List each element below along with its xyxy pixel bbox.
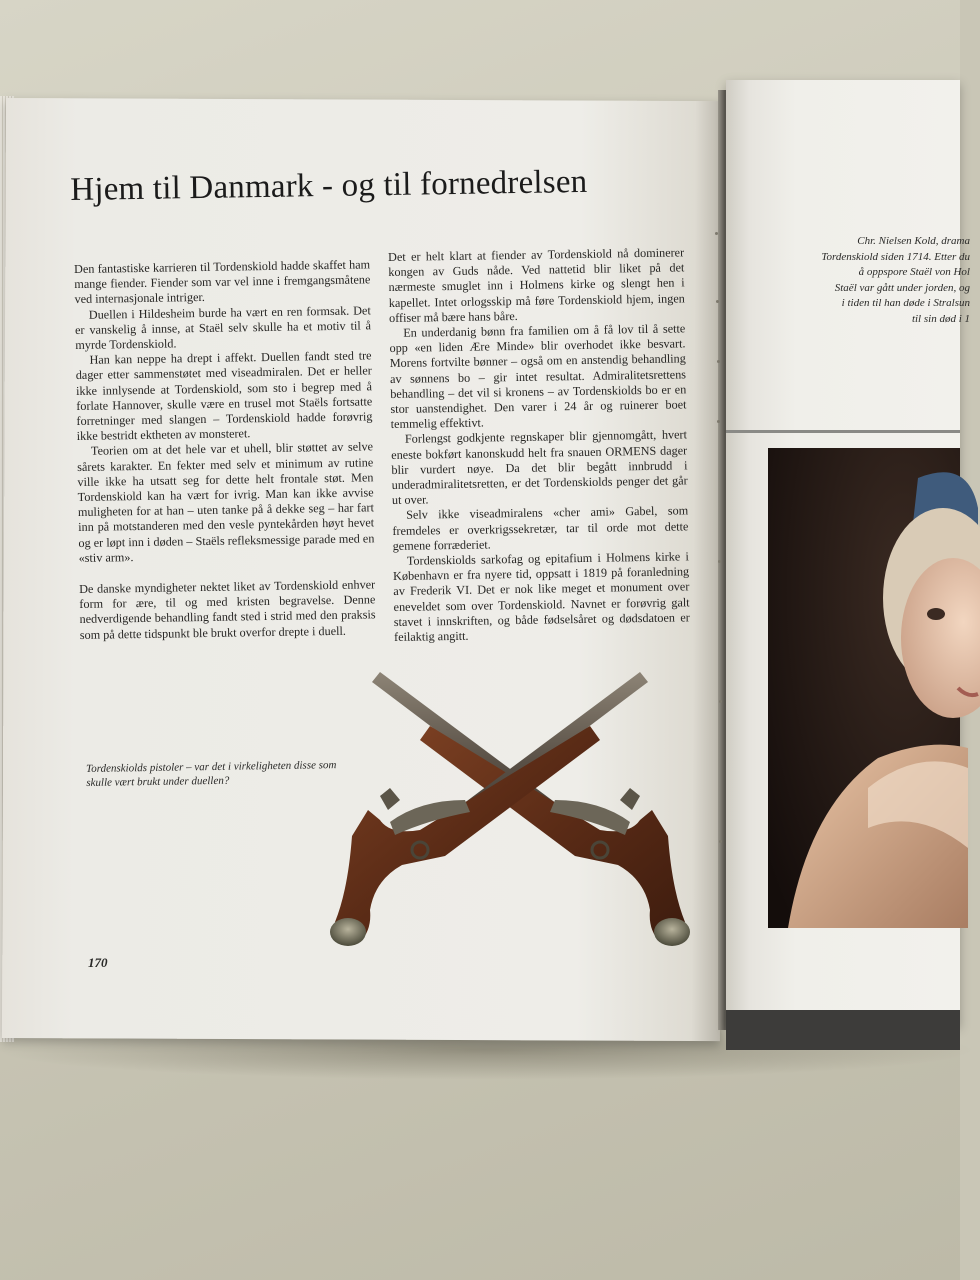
page-number: 170: [88, 955, 108, 970]
left-text-column: [74, 257, 376, 642]
right-text-column: [388, 245, 690, 645]
paragraph: En underdanig bønn fra familien om å få lov til å sette opp «en liden Ære Minde» blir overhodet ikke besvart. Morens fortvilte bønner – også om en anstendig behandling av sønnens bo – gir intet resultat. Admiralitetsrettens behandling – det vil si kronens – av Tordenskiolds bo er en stor uanstendighet. Den varer i 24 år og ruinerer boet temmelig effektivt.: [389, 321, 687, 432]
divider-rule: [726, 430, 960, 433]
paragraph: Det er helt klart at fiender av Tordenskiold nå dominerer kongen av Guds nåde. Ved nattetid blir liket på det nærmeste smuglet inn i Holmens kirke og slengt hen i kapellet. Intet orlogsskip må føre Tordenskiold hjem, ingen offiser må bære hans båre.: [388, 245, 685, 325]
pistol-caption: Tordenskiolds pistoler – var det i virkeligheten disse som skulle vært brukt under duellen?: [86, 759, 337, 789]
caption-line: å oppspore Staël von Hol: [858, 266, 970, 278]
crossed-pistols-image: [300, 660, 720, 960]
paragraph: Han kan neppe ha drept i affekt. Duellen fandt sted tre dager etter sammenstøtet med viseadmiralen. Det er heller ikke innlysende at Tordenskiold, som sto i begrep med å forlate Hannover, skulle være en trusel mot Staëls fortsatte forretninger med slangen – Tordenskiold hadde forøvrig ikke bestridt ektheten av monsteret.: [75, 348, 373, 444]
paragraph: De danske myndigheter nektet liket av Tordenskiold enhver form for ære, til og med kristen begravelse. Denne nedverdigende behandling fandt sted i strid med den praksis som på dette tidspunkt ble brukt overfor drepte i duell.: [79, 577, 376, 642]
page-title: Hjem til Danmark - og til fornedrelsen: [70, 163, 588, 208]
paragraph: Tordenskiolds sarkofag og epitafium i Holmens kirke i København er fra nyere tid, oppsatt i 1819 på foranledning av Frederik VI. Det er nok like meget et monument over eneveldet som over Tordenskiold. Navnet er forøvrig galt stavet i innskriften, og både fødselsåret og dødsdatoen er feilaktig angitt.: [393, 549, 690, 645]
right-page-underside: [726, 1010, 960, 1050]
portrait-painting: [768, 448, 960, 928]
paragraph: Duellen i Hildesheim burde ha vært en ren formsak. Det er vanskelig å innse, at Staël selv skulle ha et motiv til å myrde Tordenskiold.: [74, 302, 372, 353]
caption-line: til sin død i 1: [911, 312, 970, 325]
caption-line: Staël var gått under jorden, og: [834, 281, 970, 294]
paragraph: Forlengst godkjente regnskaper blir gjennomgått, hvert eneste bokført kanonskudd helt fra snauen ORMENS dager blir vurdert nøye. Da det blir begått innbrudd i underadmiralitetsretten, er det Tordenskiolds penger det går ut over.: [391, 427, 688, 508]
paragraph: Teorien om at det hele var et uhell, blir støttet av selve sårets karakter. En fekter med selv et minimum av rutine ville ikke ha utsatt seg for dette helt frontale støt. Men Tordenskiold kan ha vært for ivrig. Man kan ikke avvise muligheten for at han – uten tanke på å dekke seg – har fart inn på motstanderen med den vesle pyntekården høyt hevet og er løpt inn i døden – Staëls refleksmessige parade med en «stiv arm».: [77, 439, 375, 565]
paragraph: Selv ikke viseadmiralens «cher ami» Gabel, som fremdeles er overkrigssekretær, tar til orde mot dette gemene forræderiet.: [392, 503, 689, 553]
portrait-caption: [780, 234, 970, 327]
caption-line: Tordenskiold siden 1714. Etter du: [821, 250, 970, 263]
caption-line: i tiden til han døde i Stralsun: [841, 297, 970, 309]
paragraph: Den fantastiske karrieren til Tordenskiold hadde skaffet ham mange fiender. Fiender som var vel inne i fremgangsmåtene ved internasjonale intriger.: [74, 257, 371, 307]
caption-line: Chr. Nielsen Kold, drama: [857, 235, 970, 247]
